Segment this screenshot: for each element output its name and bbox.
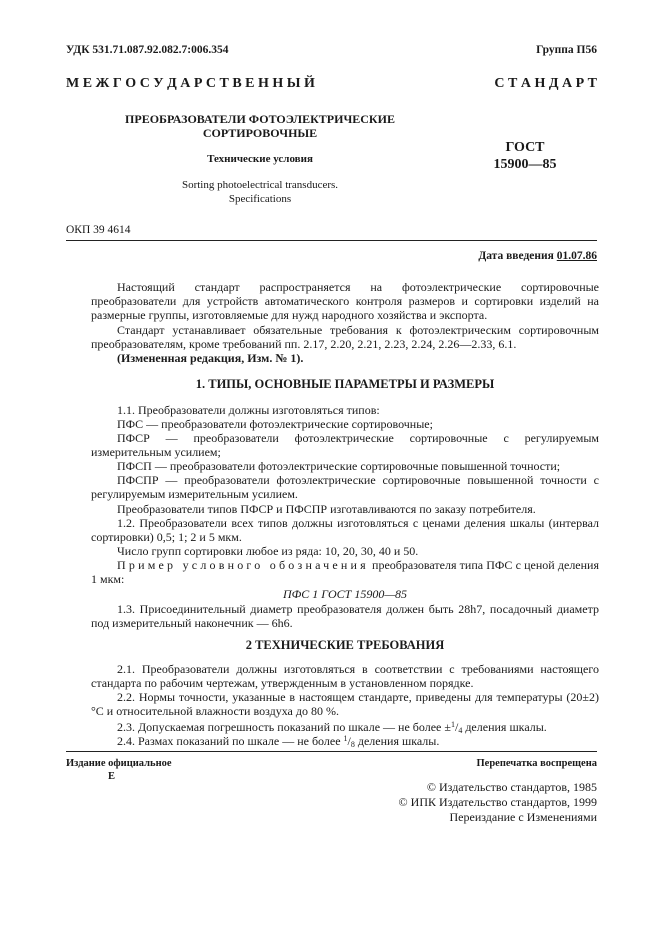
banner-word-2: С Т А Н Д А Р Т: [494, 76, 597, 91]
doc-title-line1: ПРЕОБРАЗОВАТЕЛИ ФОТОЭЛЕКТРИЧЕСКИЕ: [125, 112, 395, 126]
copyright-1985: © Издательство стандартов, 1985: [426, 780, 597, 794]
clause-2-3-text: 2.3. Допускаемая погрешность показаний по шкале — не более ±: [117, 720, 451, 734]
official-edition: Издание официальное: [66, 758, 172, 769]
section-2-heading: 2 ТЕХНИЧЕСКИЕ ТРЕБОВАНИЯ: [245, 638, 445, 652]
intro-date-value: 01.07.86: [556, 250, 597, 262]
gost-number: 15900—85: [493, 157, 557, 172]
udk-code: УДК 531.71.087.92.082.7:006.354: [66, 44, 229, 56]
standard-banner: [66, 76, 597, 92]
fraction-denominator: 4: [458, 726, 463, 735]
reprint-notice: Перепечатка воспрещена: [476, 758, 597, 769]
intro-paragraph-1: Настоящий стандарт распространяется на фотоэлектрические сортировочные преобразователи для устройств автоматического контроля размеров и сортировки изделий на размерные группы, изготовляемые для нужд народного хозяйства и экспорта.: [91, 280, 599, 322]
clause-2-4-text: 2.4. Размах показаний по шкале — не более: [117, 734, 344, 748]
intro-date: [478, 250, 597, 262]
clause-1-1: 1.1. Преобразователи должны изготовляться типов:: [117, 403, 380, 417]
order-note: Преобразователи типов ПФСР и ПФСПР изготавливаются по заказу потребителя.: [117, 502, 536, 516]
clause-2-2: 2.2. Нормы точности, указанные в настоящем стандарте, приведены для температуры (20±2) °С и относительной влажности воздуха до 80 %.: [91, 690, 599, 718]
clause-1-3: 1.3. Присоединительный диаметр преобразователя должен быть 28h7, посадочный диаметр под измерительный наконечник — 6h6.: [91, 602, 599, 630]
example-text: преобразователя типа ПФС с ценой деления 1 мкм:: [91, 558, 599, 586]
okp-code: ОКП 39 4614: [66, 224, 131, 236]
banner-word-1: М Е Ж Г О С У Д А Р С Т В Е Н Н Ы Й: [66, 76, 315, 91]
copyright-1999: © ИПК Издательство стандартов, 1999: [398, 795, 597, 809]
sorting-groups: Число групп сортировки любое из ряда: 10, 20, 30, 40 и 50.: [117, 544, 419, 558]
divider-top: [66, 240, 597, 241]
clause-2-3: 2.3. Допускаемая погрешность показаний по шкале — не более $\pm^1/_4$ деления шкалы.: [117, 720, 547, 735]
amendment-note: (Измененная редакция, Изм. № 1).: [117, 351, 304, 365]
group-code: Группа П56: [536, 44, 597, 56]
example-label: Пример условного обозначения: [117, 558, 369, 572]
designation-code: ПФС 1 ГОСТ 15900—85: [282, 587, 407, 601]
intro-paragraph-2: Стандарт устанавливает обязательные требования к фотоэлектрическим сортировочным преобразователям, кроме требований пп. 2.17, 2.20, 2.21, 2.23, 2.24, 2.26—2.33, 6.1.: [91, 323, 599, 351]
intro-date-label: Дата введения: [478, 250, 554, 262]
clause-2-3-suffix: деления шкалы.: [462, 720, 547, 734]
type-pfs: ПФС — преобразователи фотоэлектрические сортировочные;: [117, 417, 433, 431]
clause-2-4: 2.4. Размах показаний по шкале — не более $^1/_8$ деления шкалы.: [117, 734, 440, 749]
designation-example: [91, 558, 599, 586]
fraction-numerator: 1: [343, 734, 348, 743]
reissue-note: Переиздание с Изменениями: [449, 810, 597, 824]
clause-2-1: 2.1. Преобразователи должны изготовляться в соответствии с требованиями настоящего стандарта по рабочим чертежам, утвержденным в установленном порядке.: [91, 662, 599, 690]
divider-bottom: [66, 751, 597, 752]
type-pfsp: ПФСП — преобразователи фотоэлектрические сортировочные повышенной точности;: [117, 459, 561, 473]
english-title-line2: Specifications: [228, 193, 292, 205]
fraction-denominator: 8: [350, 740, 355, 749]
doc-subtitle: Технические условия: [207, 153, 313, 165]
type-pfspr: ПФСПР — преобразователи фотоэлектрические сортировочные повышенной точности с регулируемым измерительным усилием.: [91, 473, 599, 501]
doc-title-line2: СОРТИРОВОЧНЫЕ: [202, 126, 318, 140]
gost-label: ГОСТ: [505, 140, 545, 155]
clause-2-4-suffix: деления шкалы.: [354, 734, 440, 748]
english-title-line1: Sorting photoelectrical transducers.: [181, 179, 339, 191]
edition-letter: Е: [108, 771, 116, 782]
fraction-numerator: 1: [450, 720, 455, 729]
type-pfsr: ПФСР — преобразователи фотоэлектрические сортировочные с регулируемым измерительным усилием;: [91, 431, 599, 459]
section-1-heading: 1. ТИПЫ, ОСНОВНЫЕ ПАРАМЕТРЫ И РАЗМЕРЫ: [195, 377, 495, 391]
clause-1-2: 1.2. Преобразователи всех типов должны изготовляться с ценами деления шкалы (интервал сортировки) 0,5; 1; 2 и 5 мкм.: [91, 516, 599, 544]
